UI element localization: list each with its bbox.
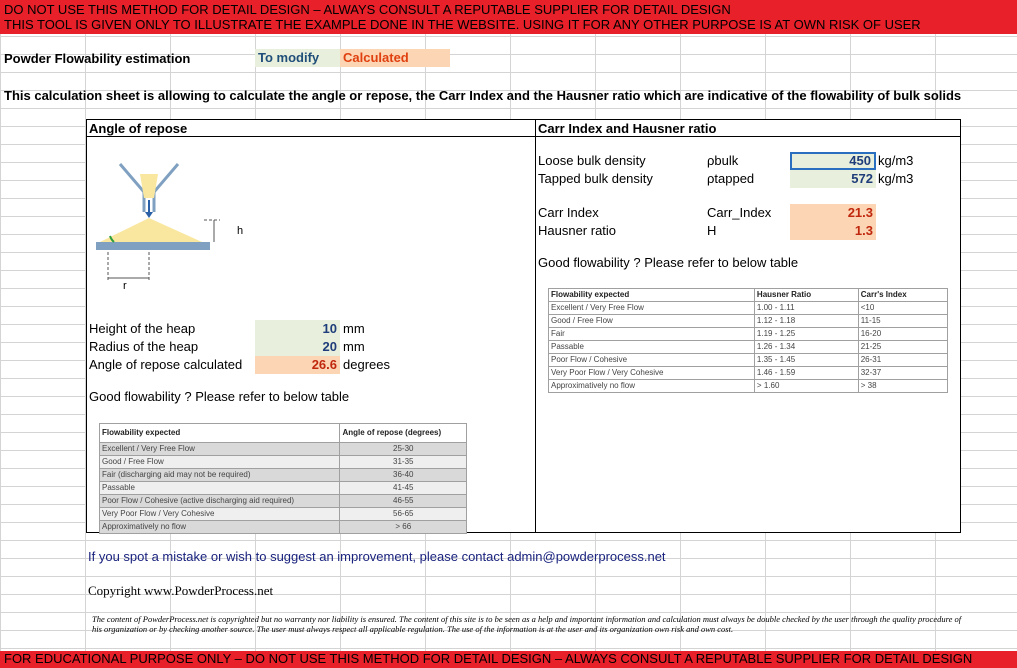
angle-flowability-table [99, 423, 467, 534]
table-row [549, 315, 948, 328]
loose-density-input[interactable]: 450 [790, 152, 876, 170]
intro-text: This calculation sheet is allowing to calculate the angle or repose, the Carr Index and the Hausner ratio which are indicative of the flowability of bulk solids [4, 88, 962, 103]
legend-modify: To modify [255, 49, 340, 67]
disclaimer-text: The content of PowderProcess.net is copyrighted but no warranty nor liability is ensured. The content of this site is to be seen as a help and important information and calculation must always be double checked by the user through the quality procedure of his organization or by checking another source. The user must always respect all applicable regulation. The use of the information is at the user and its organization own risk and own cost. [92, 614, 962, 634]
table-cell: Approximatively no flow [549, 380, 755, 393]
table-cell: 1.46 - 1.59 [754, 367, 858, 380]
angle-result: 26.6 [255, 356, 340, 374]
height-unit: mm [343, 321, 365, 336]
carr-flowability-table [548, 288, 948, 393]
loose-density-symbol: ρbulk [707, 153, 739, 168]
table-cell: 11-15 [858, 315, 947, 328]
carr-index-result: 21.3 [790, 204, 876, 222]
carr-index-symbol: Carr_Index [707, 205, 772, 220]
angle-label: Angle of repose calculated [89, 357, 243, 372]
table-cell: 36-40 [340, 469, 467, 482]
hausner-result: 1.3 [790, 222, 876, 240]
angle-table-header-flow: Flowability expected [100, 424, 340, 443]
diagram-label-r: r [123, 280, 127, 292]
table-cell: 41-45 [340, 482, 467, 495]
tapped-density-input[interactable]: 572 [790, 170, 876, 188]
table-cell: Good / Free Flow [549, 315, 755, 328]
carr-table-header-flow: Flowability expected [549, 289, 755, 302]
table-cell: Excellent / Very Free Flow [549, 302, 755, 315]
angle-panel-title: Angle of repose [87, 120, 535, 137]
table-cell: Fair [549, 328, 755, 341]
table-cell: 21-25 [858, 341, 947, 354]
contact-text: If you spot a mistake or wish to suggest an improvement, please contact admin@powderprocess.net [88, 549, 666, 564]
table-cell: > 1.60 [754, 380, 858, 393]
diagram-label-h: h [237, 225, 244, 237]
table-cell: 1.00 - 1.11 [754, 302, 858, 315]
warning-banner-top [0, 0, 1017, 34]
table-cell: Fair (discharging aid may not be required) [100, 469, 340, 482]
legend-calculated: Calculated [340, 49, 450, 67]
table-row [549, 302, 948, 315]
tapped-density-unit: kg/m3 [878, 171, 914, 186]
table-cell: Very Poor Flow / Very Cohesive [100, 508, 340, 521]
table-row [549, 367, 948, 380]
height-label: Height of the heap [89, 321, 196, 336]
table-cell: Passable [549, 341, 755, 354]
table-cell: 1.35 - 1.45 [754, 354, 858, 367]
table-cell: Poor Flow / Cohesive [549, 354, 755, 367]
table-cell: 56-65 [340, 508, 467, 521]
table-cell: > 38 [858, 380, 947, 393]
table-cell: <10 [858, 302, 947, 315]
table-cell: Poor Flow / Cohesive (active discharging aid required) [100, 495, 340, 508]
table-cell: 25-30 [340, 443, 467, 456]
table-cell: Good / Free Flow [100, 456, 340, 469]
angle-table-header-angle: Angle of repose (degrees) [340, 424, 467, 443]
table-row [100, 469, 467, 482]
tapped-density-symbol: ρtapped [707, 171, 755, 186]
table-row [549, 354, 948, 367]
table-cell: 46-55 [340, 495, 467, 508]
table-cell: 1.19 - 1.25 [754, 328, 858, 341]
radius-label: Radius of the heap [89, 339, 199, 354]
table-row [100, 482, 467, 495]
height-input[interactable]: 10 [255, 320, 340, 338]
table-cell: 16-20 [858, 328, 947, 341]
table-row [100, 456, 467, 469]
loose-density-unit: kg/m3 [878, 153, 914, 168]
carr-table-header-hausner: Hausner Ratio [754, 289, 858, 302]
table-cell: Passable [100, 482, 340, 495]
table-row [549, 341, 948, 354]
warning-banner-bottom: FOR EDUCATIONAL PURPOSE ONLY – DO NOT USE THIS METHOD FOR DETAIL DESIGN – ALWAYS CONSULT A REPUTABLE SUPPLIER FOR DETAIL DESIGN [0, 651, 1017, 668]
angle-unit: degrees [343, 357, 390, 372]
carr-panel-title: Carr Index and Hausner ratio [536, 120, 960, 137]
hausner-label: Hausner ratio [538, 223, 617, 238]
hausner-symbol: H [707, 223, 717, 238]
table-cell: > 66 [340, 521, 467, 534]
table-cell: 31-35 [340, 456, 467, 469]
table-cell: 1.12 - 1.18 [754, 315, 858, 328]
heap-diagram [92, 156, 252, 296]
carr-table-header-carr: Carr's Index [858, 289, 947, 302]
tapped-density-label: Tapped bulk density [538, 171, 653, 186]
radius-input[interactable]: 20 [255, 338, 340, 356]
copyright-text: Copyright www.PowderProcess.net [88, 583, 274, 598]
page-title: Powder Flowability estimation [4, 51, 191, 66]
table-row [100, 495, 467, 508]
carr-index-label: Carr Index [538, 205, 599, 220]
table-cell: Excellent / Very Free Flow [100, 443, 340, 456]
table-row [549, 380, 948, 393]
warning-line-2: THIS TOOL IS GIVEN ONLY TO ILLUSTRATE THE EXAMPLE DONE IN THE WEBSITE. USING IT FOR ANY OTHER PURPOSE IS AT OWN RISK OF USER [4, 17, 921, 32]
loose-density-label: Loose bulk density [538, 153, 646, 168]
table-row [100, 508, 467, 521]
table-cell: 1.26 - 1.34 [754, 341, 858, 354]
table-row [100, 521, 467, 534]
carr-refer-text: Good flowability ? Please refer to below table [538, 255, 799, 270]
table-row [100, 443, 467, 456]
angle-refer-text: Good flowability ? Please refer to below table [89, 389, 350, 404]
table-cell: 32-37 [858, 367, 947, 380]
table-cell: 26-31 [858, 354, 947, 367]
table-row [549, 328, 948, 341]
table-cell: Approximatively no flow [100, 521, 340, 534]
radius-unit: mm [343, 339, 365, 354]
table-cell: Very Poor Flow / Very Cohesive [549, 367, 755, 380]
warning-line-1: DO NOT USE THIS METHOD FOR DETAIL DESIGN – ALWAYS CONSULT A REPUTABLE SUPPLIER FOR DETAIL DESIGN [4, 2, 731, 17]
